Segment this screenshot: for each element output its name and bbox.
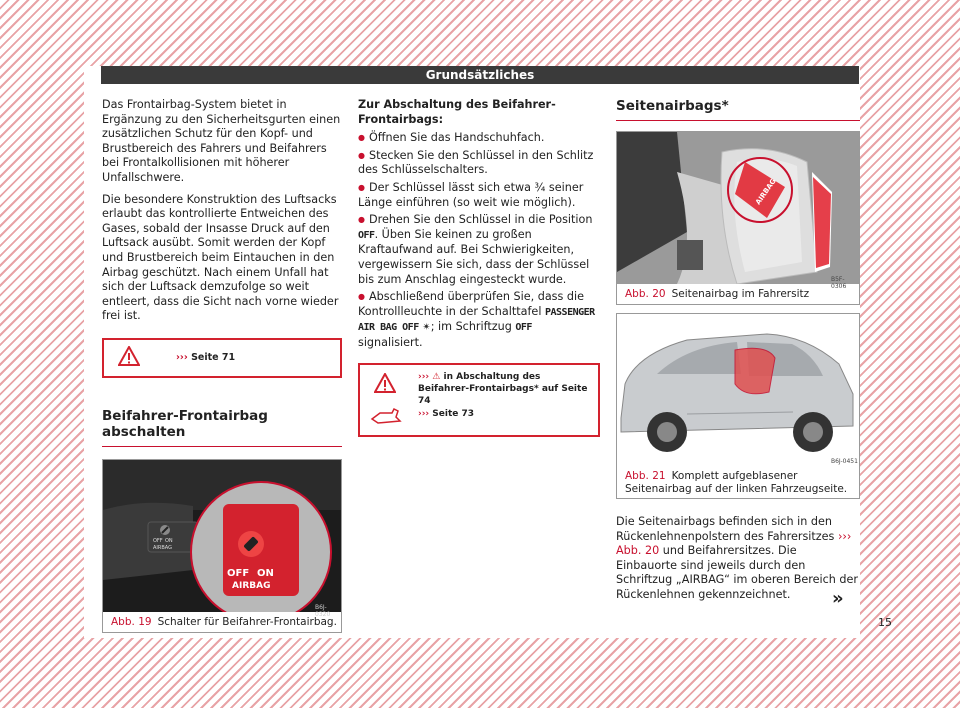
instructions-intro: Zur Abschaltung des Beifahrer-Frontairbags: [358, 98, 556, 126]
note-hand-icon [370, 405, 404, 425]
section-header: Grundsätzliches [101, 66, 859, 84]
figure-code: B5F-0306 [831, 276, 847, 290]
warning-triangle-icon [118, 346, 140, 366]
figure-21 [616, 313, 860, 499]
figure-20-image [617, 132, 859, 284]
heading-passenger-airbag: Beifahrer-Frontairbag abschalten [102, 408, 342, 447]
warning-note-box [358, 363, 600, 437]
figure-21-image [617, 314, 859, 466]
figure-code: B6J-0451 [831, 458, 858, 465]
switch-on-label: ON [257, 567, 274, 579]
note-link[interactable]: ››› Seite 73 [418, 408, 475, 419]
paragraph-intro: Das Frontairbag-System bietet in Ergänzung zu den Sicherheitsgurten einen zusätzlichen Schutz für den Kopf- und Brustbereich des Fahrers und Beifahrers bei Frontalkollisionen mit höherer Unfallschwere. [102, 98, 341, 184]
airbag-off-icon: ✴ [422, 322, 431, 334]
warning-box [102, 338, 342, 378]
indicator-label: PASSENGER AIR BAG OFF [358, 306, 595, 334]
step-1: ● Öffnen Sie das Handschuhfach. [358, 131, 600, 146]
warning-triangle-icon [374, 373, 396, 393]
figure-19-image [103, 460, 341, 612]
inline-warning-icon: ⚠ [432, 371, 441, 382]
step-3: ● Der Schlüssel lässt sich etwa ¾ seiner Länge einführen (so weit wie möglich). [358, 181, 600, 210]
figure-caption: Abb. 19 Schalter für Beifahrer-Frontairbag. [111, 615, 337, 628]
warning-link[interactable]: ››› Seite 71 [176, 351, 236, 363]
figure-code: B6J-0320 [315, 603, 331, 618]
column-middle [358, 98, 600, 437]
paragraph-construction: Die besondere Konstruktion des Luftsacks erlaubt das kontrollierte Entweichen des Gases, sobald der Insasse Druck auf den Luftsack ausübt. Somit werden der Kopf und Brustbereich beim Eintauchen in den Airbag geschützt. Nach einem Unfall hat sich der Luftsack demzufolge so weit entleert, dass die Sicht nach vorne wieder frei ist. [102, 192, 339, 323]
column-right [616, 98, 860, 610]
continue-marker: » [832, 588, 844, 609]
step-4: ● Drehen Sie den Schlüssel in die Position OFF. Üben Sie keinen zu großen Kraftaufwand auf. Bei Schwierigkeiten, vergewissern Sie sich, dass der Schlüssel bis zum Anschlag eingesteckt wurde. [358, 213, 600, 287]
switch-off-label: OFF [227, 567, 250, 579]
small-switch-off-label: OFF [153, 537, 163, 544]
small-switch-on-label: ON [165, 537, 173, 544]
page-number: 15 [878, 616, 892, 629]
figure-19 [102, 459, 342, 633]
figure-caption: Abb. 20 Seitenairbag im Fahrersitz [625, 288, 810, 300]
figure-caption: Abb. 21 Komplett aufgeblasener Seitenairbag auf der linken Fahrzeugseite. [625, 470, 848, 495]
warning-link[interactable]: ››› ⚠ in Abschaltung des Beifahrer-Frontairbags* auf Seite 74 [418, 371, 588, 406]
step-5: ● Abschließend überprüfen Sie, dass die Kontrollleuchte in der Schalttafel PASSENGER AIR BAG OFF ✴; im Schriftzug OFF signalisiert. [358, 290, 600, 350]
heading-side-airbags: Seitenairbags* [616, 98, 860, 121]
side-airbag-paragraph: Die Seitenairbags befinden sich in den Rückenlehnenpolstern des Fahrersitzes ››› Abb. 20 und Beifahrersitzes. Die Einbauorte sind jeweils durch den Schriftzug „AIRBAG“ im oberen Bereich der Rückenlehnen gekennzeichnet. [616, 515, 858, 601]
figure-20-link[interactable]: ››› Abb. 20 [616, 529, 852, 558]
small-switch-airbag-label: AIRBAG [153, 544, 173, 551]
figure-20 [616, 131, 860, 305]
airbag-tag-label: AIRBAG [754, 177, 778, 207]
column-left [102, 98, 342, 633]
step-2: ● Stecken Sie den Schlüssel in den Schlitz des Schlüsselschalters. [358, 149, 600, 178]
switch-airbag-label: AIRBAG [232, 580, 271, 591]
